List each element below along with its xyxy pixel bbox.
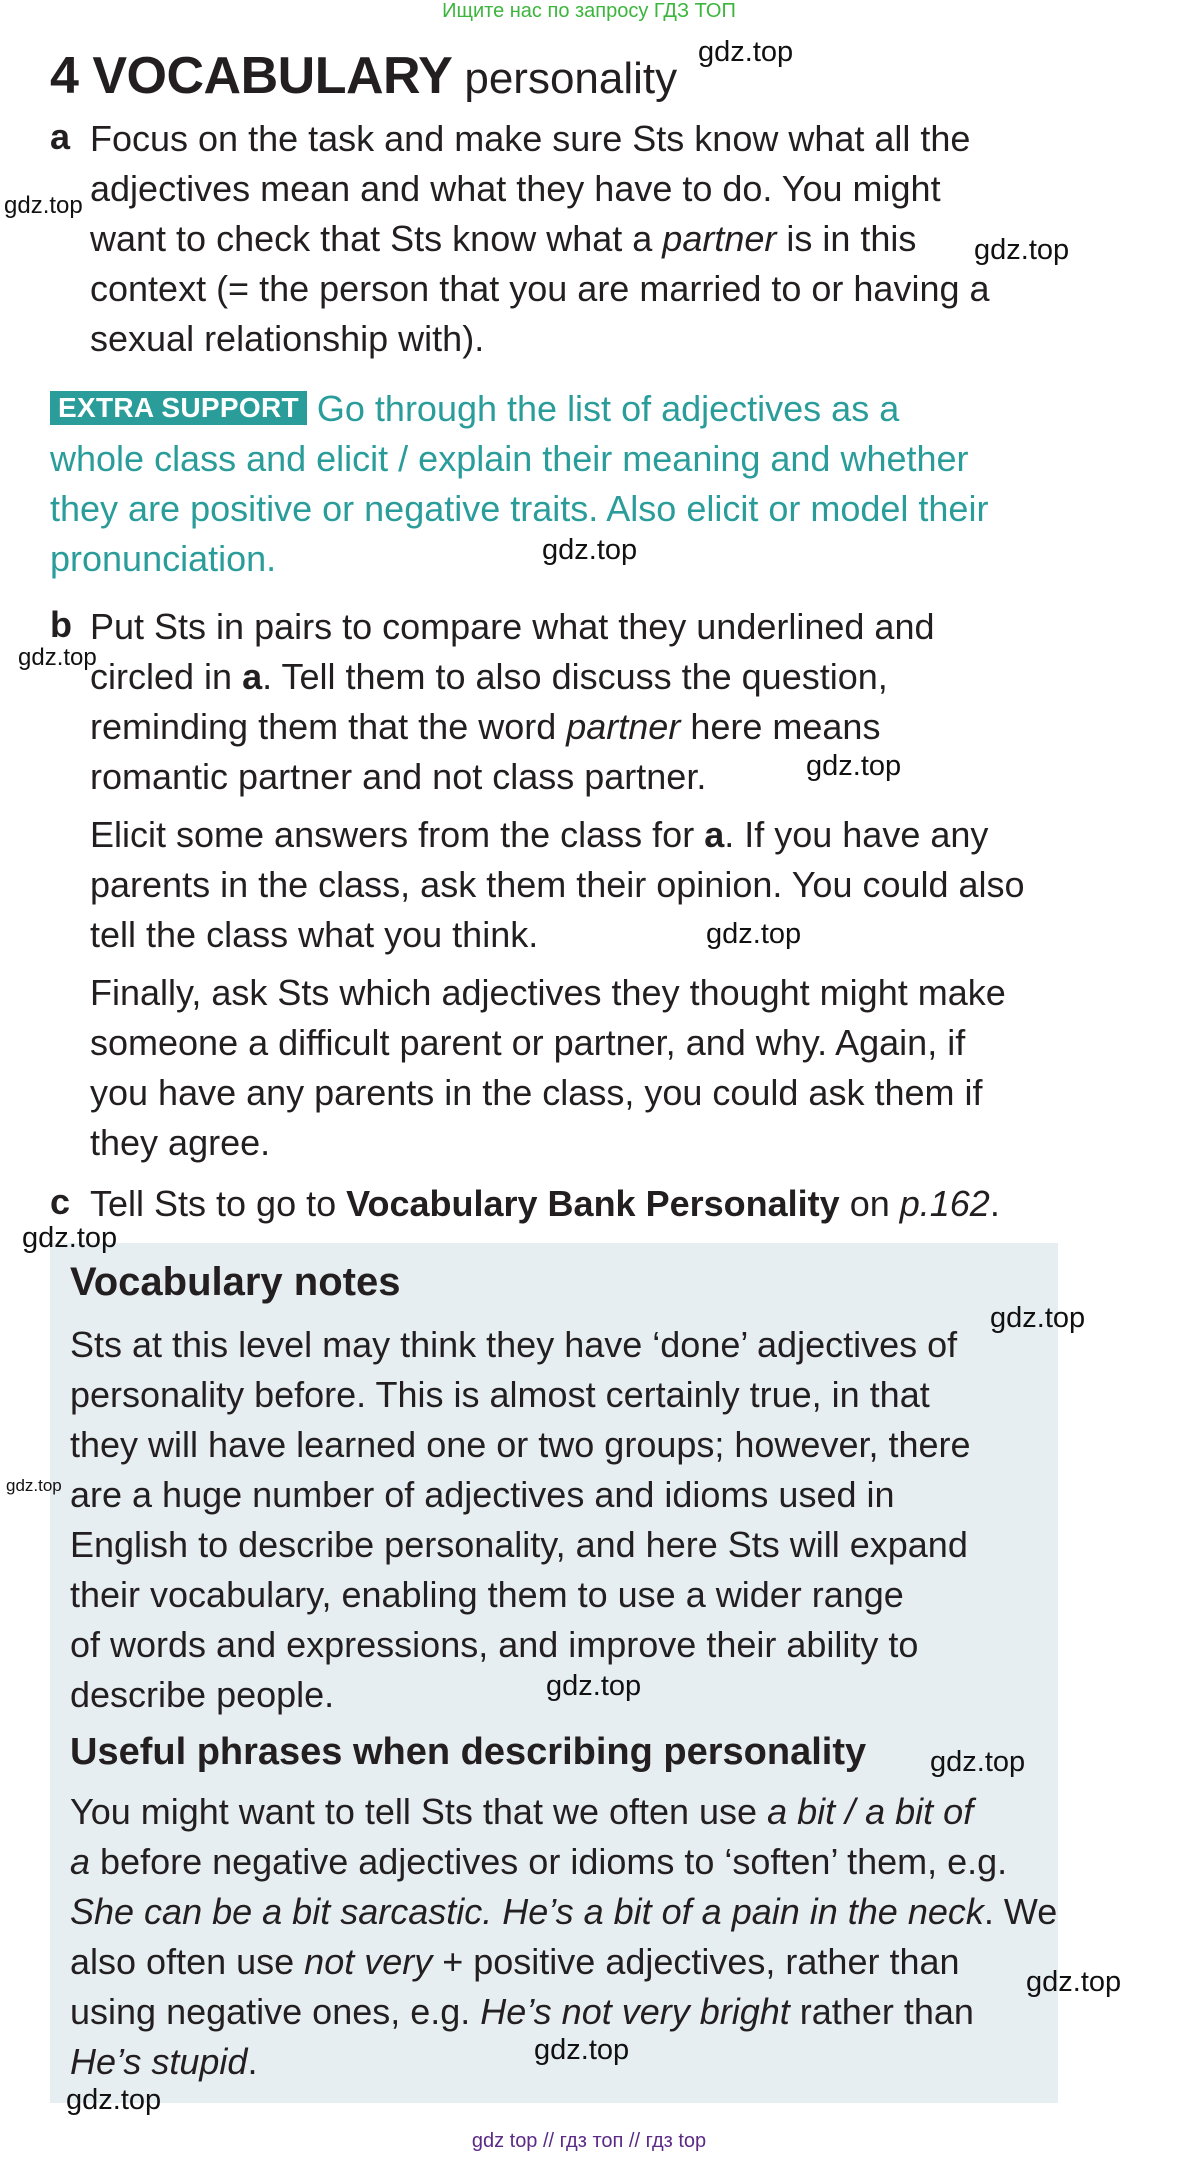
extra-support-block: EXTRA SUPPORT Go through the list of adjectives as a whole class and elicit / explain their meaning and whether they are positive or negative traits. Also elicit or model their pronunciation. [50, 388, 989, 579]
section-a-text [90, 114, 990, 364]
page-title [50, 46, 677, 106]
watermark: gdz.top [6, 1476, 62, 1495]
watermark: gdz.top [806, 750, 902, 782]
line: Focus on the task and make sure Sts know what all the [90, 118, 971, 159]
title-number: 4 VOCABULARY [50, 47, 453, 105]
vocabulary-notes-title: Vocabulary notes [70, 1260, 401, 1304]
watermark: gdz.top [974, 234, 1070, 266]
footer-note: gdz top // гдз топ // гдз top [471, 2130, 707, 2152]
title-subtitle: personality [464, 54, 678, 103]
watermark: gdz.top [698, 36, 794, 68]
watermark: gdz.top [990, 1302, 1086, 1334]
line: sexual relationship with). [90, 318, 485, 359]
watermark: gdz.top [930, 1746, 1026, 1778]
watermark: gdz.top [22, 1222, 118, 1254]
watermark: gdz.top [4, 192, 83, 219]
section-b-letter: b [50, 604, 72, 645]
watermark: gdz.top [18, 644, 97, 671]
watermark: gdz.top [1026, 1966, 1122, 1998]
line: adjectives mean and what they have to do. You might [90, 168, 941, 209]
line: context (= the person that you are married to or having a [90, 268, 990, 309]
top-note: Ищите нас по запросу ГДЗ ТОП [442, 0, 736, 22]
watermark: gdz.top [66, 2084, 162, 2116]
watermark: gdz.top [542, 534, 638, 566]
watermark: gdz.top [534, 2034, 630, 2066]
extra-support-badge: EXTRA SUPPORT [50, 391, 307, 425]
line: want to check that Sts know what a partner is in this [90, 218, 917, 259]
useful-phrases-text: You might want to tell Sts that we often use a bit / a bit of a before negative adjectives or idioms to ‘soften’ them, e.g. She can be a bit sarcastic. He’s a bit of a pain in the neck. We also often use not very + positive adjectives, rather than using negative ones, e.g. He’s not very bright rather than He’s stupid. [70, 1791, 1058, 2082]
useful-phrases-title: Useful phrases when describing personality [70, 1731, 867, 1773]
section-b-text: Put Sts in pairs to compare what they underlined and circled in a. Tell them to also discuss the question, reminding them that the word partner here means romantic partner and not class partner. Elicit some answers from the class for a. If you have any parents in the class, ask them their opinion. You could also tell the class what you think. Finally, ask Sts which adjectives they thought might make someone a difficult parent or partner, and why. Again, if you have any parents in the class, you could ask them if they agree. [90, 606, 1025, 1163]
section-c-text: Tell Sts to go to Vocabulary Bank Personality on p.162. [90, 1183, 1000, 1224]
section-a-letter: a [50, 116, 71, 157]
vocabulary-notes-text: Sts at this level may think they have ‘done’ adjectives of personality before. This is almost certainly true, in that they will have learned one or two groups; however, there are a huge number of adjectives and idioms used in English to describe personality, and here Sts will expand their vocabulary, enabling them to use a wider range of words and expressions, and improve their ability to describe people. [70, 1324, 971, 1715]
section-c-letter: c [50, 1181, 71, 1222]
watermark: gdz.top [706, 918, 802, 950]
watermark: gdz.top [546, 1670, 642, 1702]
